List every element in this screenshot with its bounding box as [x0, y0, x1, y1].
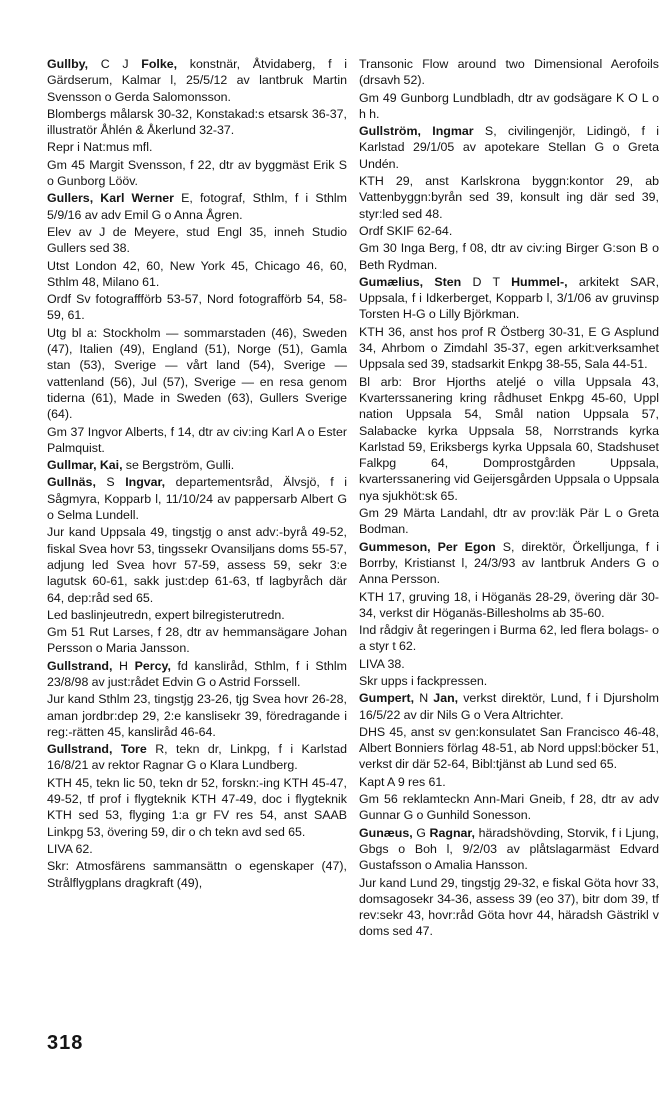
- entry-given-name: Ingmar: [432, 124, 474, 139]
- entry-text: Jur kand Uppsala 49, tingstjg o anst adv:-byrå 49-52, fiskal Svea hovr 53, tingssekr Ovansiljans doms 55-57, adjung led Svea hovr 57-59, assess 59, sekr 3:e lagutsk 60-61, sakk just:dep 61-63, tf lagbyråch där 64, dep:råd sed 65.: [47, 525, 347, 605]
- entry-text: Ordf SKIF 62-64.: [359, 223, 453, 238]
- entry-details: se Bergström, Gulli.: [122, 458, 235, 473]
- entry-text: KTH 17, gruving 18, i Höganäs 28-29, övering där 30-34, verkst dir Höganäs-Billesholms ab 35-60.: [359, 589, 659, 620]
- entry-text: KTH 36, anst hos prof R Östberg 30-31, E G Asplund 34, Ahrbom o Zimdahl 35-37, egen arkit:verksamhet Uppsala sed 39, stadsarkit Enkpg 38-55, Sala 44-51.: [359, 324, 659, 372]
- entry-initials: H: [112, 658, 135, 673]
- entry-text: Gm 49 Gunborg Lundbladh, dtr av godsägare K O L o h h.: [359, 90, 659, 121]
- entry-heading: [47, 474, 347, 523]
- entry-details: arkitekt SAR, Uppsala, f i Idkerberget, Kopparb l, 3/1/06 av gruvinsp Torsten H-G o Lilly Björkman.: [359, 274, 660, 322]
- entry-text: Gm 51 Rut Larses, f 28, dtr av hemmansägare Johan Persson o Maria Jansson.: [47, 625, 347, 656]
- entry-heading: [47, 658, 347, 691]
- entry-details: E, fotograf, Sthlm, f i Sthlm 5/9/16 av adv Emil G o Anna Ågren.: [47, 191, 347, 222]
- entry-surname: Gunæus,: [359, 825, 413, 840]
- entry-given-name: Percy,: [134, 658, 171, 673]
- entry-text: LIVA 62.: [47, 841, 93, 856]
- entry-text: Skr upps i fackpressen.: [359, 673, 488, 688]
- entry-text: Gm 30 Inga Berg, f 08, dtr av civ:ing Birger G:son B o Beth Rydman.: [359, 241, 659, 272]
- entry-given-name: Jan,: [433, 691, 459, 706]
- entry-given-name: Folke,: [141, 57, 178, 71]
- entry-surname: Gullmar, Kai,: [47, 458, 123, 473]
- entry-heading: [359, 539, 659, 588]
- entry-heading: [47, 741, 347, 774]
- entry-surname: Gullstrand,: [47, 658, 113, 673]
- entry-initials: D T: [461, 274, 512, 289]
- entry-text: Gm 45 Margit Svensson, f 22, dtr av byggmäst Erik S o Gunborg Lööv.: [47, 157, 347, 189]
- left-column: [47, 56, 347, 892]
- entry-surname: Gumælius, Sten: [359, 274, 462, 289]
- entry-surname: Gullstrand, Tore: [47, 742, 147, 757]
- page-number: 318: [47, 1032, 84, 1054]
- entry-heading: [47, 190, 347, 223]
- entry-surname: Gummeson, Per Egon: [359, 539, 496, 554]
- entry-initials: S: [95, 475, 126, 490]
- entry-text: Blombergs målarsk 30-32, Konstakad:s etsarsk 36-37, illustratör Åhlén & Åkerlund 32-37.: [47, 106, 347, 138]
- entry-text: Jur kand Sthlm 23, tingstjg 23-26, tjg Svea hovr 26-28, aman jordbr:dep 29, 2:e kanslisekr 39, föredragande i reg:-rätten 45, kanslіråd 46-64.: [47, 692, 347, 739]
- entry-surname: Gullers, Karl Werner: [47, 191, 174, 206]
- entry-text: KTH 45, tekn lic 50, tekn dr 52, forskn:-ing KTH 45-47, 49-52, tf prof i flygteknik KTH 47-49, doc i flygteknik KTH sed 53, flyging 1:a gr FV res 54, anst SAAB Linkpg 53, övering 59, dir o ch tekn avd sed 65.: [47, 775, 347, 839]
- entry-surname: Gullby,: [47, 57, 89, 71]
- entry-details: R, tekn dr, Linkpg, f i Karlstad 16/8/21 av rektor Ragnar G o Klara Lundberg.: [47, 742, 348, 773]
- entry-text: Utg bl a: Stockholm — sommarstaden (46), Sweden (47), Italien (49), England (51), Norge (51), Gamla stan (53), Sverige — vårt land (54), Sverige — vattenland (56), Jul (57), Sverige — en resa genom tiderna (61), Made in Sweden (63), Gullers Sverige (64).: [47, 325, 347, 422]
- entry-text: Elev av J de Meyere, stud Engl 35, inneh Studio Gullers sed 38.: [47, 224, 347, 256]
- entry-text: Utst London 42, 60, New York 45, Chicago 46, 60, Sthlm 48, Milano 61.: [47, 258, 347, 289]
- entry-details: fd kanslіråd, Sthlm, f i Sthlm 23/8/98 av just:rådet Edvin G o Astrid Forssell.: [47, 658, 347, 689]
- entry-text: LIVA 38.: [359, 656, 405, 671]
- entry-surname: Gullnäs,: [47, 475, 96, 490]
- entry-heading: [47, 457, 347, 473]
- entry-text: Ordf Sv fotograffförb 53-57, Nord fotografförb 54, 58-59, 61.: [47, 292, 347, 323]
- entry-details: S, direktör, Örkelljunga, f i Borrby, Kristianst l, 24/3/93 av lantbruk Anders G o Anna Persson.: [359, 539, 659, 587]
- entry-text: KTH 29, anst Karlskrona byggn:kontor 29, ab Vattenbyggn:byrån sed 39, konsult ing där sed 39, styr:led sed 48.: [359, 174, 659, 221]
- entry-initials: G: [412, 825, 430, 840]
- entry-text: Transonic Flow around two Dimensional Aerofoils (drsavh 52).: [359, 57, 659, 88]
- entry-text: Bl arb: Bror Hjorths ateljé o villa Uppsala 43, Kvarterssanering kring rådhuset Enkpg 45-60, Uppl nation Uppsala 54, Smål nation Uppsala 57, Salabacke kyrka Uppsala 58, Norrstrands kyrka Karlstad 59, Eriksbergs kyrka Uppsala 60, Stadshuset Falkpg 64, Domprostgården Uppsala, kvarterssanering vid Geijersgården Uppsala o Uppsala nya sjukhöt:sk 65.: [359, 374, 659, 503]
- entry-details: departementsråd, Älvsjö, f i Sågmyra, Kopparb l, 11/10/24 av pappersarb Albert G o Selma Lundell.: [47, 475, 348, 523]
- entry-text: Led baslinjeutredn, expert bilregisterutredn.: [47, 607, 285, 622]
- entry-initials: [421, 124, 432, 138]
- right-column: [359, 56, 659, 941]
- entry-initials: C J: [88, 57, 142, 71]
- entry-text: Kapt A 9 res 61.: [359, 774, 446, 789]
- entry-text: Skr: Atmosfärens sammansättn o egenskaper (47), Strålflygplans dragkraft (49),: [47, 859, 347, 890]
- entry-text: Gm 56 reklamteckn Ann-Mari Gneib, f 28, dtr av adv Gunnar G o Gunhild Sonesson.: [359, 792, 659, 823]
- entry-given-name: Hummel-,: [511, 274, 568, 289]
- entry-surname: Gullström,: [359, 124, 421, 139]
- entry-surname: Gumpert,: [359, 691, 415, 706]
- entry-text: Gm 37 Ingvor Alberts, f 14, dtr av civ:ing Karl A o Ester Palmquist.: [47, 424, 347, 455]
- entry-heading: [47, 56, 347, 105]
- entry-text: Ind rådgiv åt regeringen i Burma 62, led flera bolags- o a styr t 62.: [359, 623, 659, 654]
- entry-details: konstnär, Åtvidaberg, f i Gärdserum, Kalmar l, 25/5/12 av lantbruk Martin Svensson o Gerda Salomonsson.: [47, 57, 347, 104]
- entry-text: Repr i Nat:mus mfl.: [47, 140, 153, 155]
- entry-text: Gm 29 Märta Landahl, dtr av prov:läk Pär L o Greta Bodman.: [359, 506, 659, 537]
- entry-heading: [359, 825, 659, 874]
- entry-details: häradshövding, Storvik, f i Ljung, Gbgs o Boh l, 9/2/03 av plåtslagarmäst Edvard Gustafsson o Amalia Hansson.: [359, 825, 659, 873]
- entry-text: Jur kand Lund 29, tingstjg 29-32, e fiskal Göta hovr 33, domsagosekr 34-36, assess 39 (eo 37), bitr dom 39, tf rev:sekr 43, hovr:råd Göta hovr 44, häradsh Gästrikl v doms sed 47.: [359, 875, 659, 939]
- entry-text: DHS 45, anst sv gen:konsulatet San Francisco 46-48, Albert Bonniers förlag 48-51, ab Nord uppsl:böcker 51, verkst dir där 52-64, Bibl:tjänst ab Lund sed 65.: [359, 724, 659, 772]
- entry-heading: [359, 690, 659, 723]
- entry-details: verkst direktör, Lund, f i Djursholm 16/5/22 av dir Nils G o Vera Altrichter.: [359, 691, 659, 722]
- entry-details: S, civilingenjör, Lidingö, f i Karlstad 29/1/05 av apotekare Stellan G o Greta Undén.: [359, 124, 660, 171]
- entry-initials: N: [414, 691, 434, 706]
- entry-given-name: Ragnar,: [429, 825, 475, 840]
- entry-heading: [359, 123, 659, 172]
- entry-given-name: Ingvar,: [125, 475, 166, 490]
- entry-heading: [359, 274, 659, 323]
